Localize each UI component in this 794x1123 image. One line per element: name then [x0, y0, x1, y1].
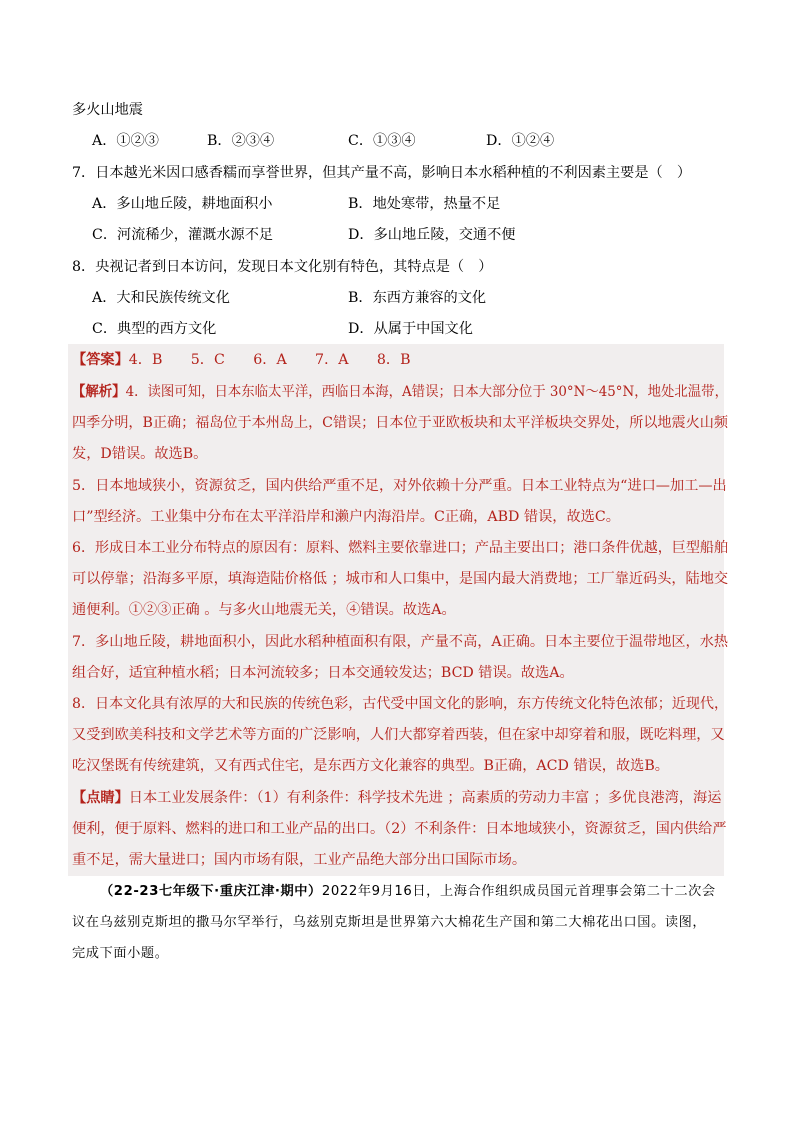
q6-option-b[interactable]: B．②③④: [207, 133, 275, 149]
answer-text: 4．B 5．C 6．A 7．A 8．B: [128, 352, 411, 368]
analysis-line-11: 8．日本文化具有浓厚的大和民族的传统色彩，古代受中国文化的影响，东方传统文化特色浓郁；近现代，: [72, 696, 729, 712]
q7-option-a[interactable]: A．多山地丘陵，耕地面积小: [92, 196, 273, 212]
analysis-line-13: 吃汉堡既有传统建筑，又有西式住宅，是东西方文化兼容的典型。B正确，ACD 错误，故选B。: [72, 758, 669, 774]
passage-line-2: 议在乌兹别克斯坦的撒马尔罕举行，乌兹别克斯坦是世界第六大棉花生产国和第二大棉花出口国。读图，: [72, 915, 707, 930]
analysis-line-2: 四季分明，B正确；福岛位于本州岛上，C错误；日本位于亚欧板块和太平洋板块交界处，所以地震火山频: [72, 415, 728, 431]
tip-line-3: 重不足，需大量进口；国内市场有限，工业产品绝大部分出口国际市场。: [72, 852, 527, 868]
answer-tag: 【答案】: [72, 352, 129, 368]
q6-option-c[interactable]: C．①③④: [348, 133, 416, 149]
analysis-line-4: 5．日本地域狭小，资源贫乏，国内供给严重不足，对外依赖十分严重。日本工业特点为“进口—加工—出: [72, 478, 727, 494]
q6-option-d[interactable]: D．①②④: [486, 133, 555, 149]
passage-source: （22-23七年级下·重庆江津·期中）: [100, 884, 322, 899]
analysis-line-7: 可以停靠；沿海多平原，填海造陆价格低 ；城市和人口集中，是国内最大消费地；工厂靠近码头，陆地交: [72, 571, 729, 587]
analysis-line-9: 7．多山地丘陵，耕地面积小，因此水稻种植面积有限，产量不高，A正确。日本主要位于温带地区，水热: [72, 634, 729, 650]
tip-line-1: [72, 788, 721, 808]
q8-option-b[interactable]: B．东西方兼容的文化: [348, 290, 487, 306]
analysis-line-12: 又受到欧美科技和文学艺术等方面的广泛影响，人们大都穿着西装，但在家中却穿着和服，既吃料理，又: [72, 727, 725, 743]
q8-stem: 8．央视记者到日本访问，发现日本文化别有特色，其特点是（ ）: [72, 259, 493, 275]
tip-line-2: 便利，便于原料、燃料的进口和工业产品的出口。（2）不利条件：日本地域狭小，资源贫乏，国内供给严: [72, 821, 727, 837]
q8-option-a[interactable]: A．大和民族传统文化: [92, 290, 230, 306]
q7-option-b[interactable]: B．地处寒带，热量不足: [348, 196, 501, 212]
q7-option-c[interactable]: C．河流稀少，灌溉水源不足: [92, 227, 274, 243]
q6-option-a[interactable]: A．①②③: [92, 133, 159, 149]
passage-text-1: 2022年9月16日，上海合作组织成员国元首理事会第二十二次会: [321, 884, 716, 899]
analysis-line-6: 6．形成日本工业分布特点的原因有：原料、燃料主要依靠进口；产品主要出口；港口条件优越，巨型船舶: [72, 540, 729, 556]
analysis-text-1: 4．读图可知，日本东临太平洋，西临日本海，A错误；日本大部分位于 30°N～45°N，地处北温带，: [125, 384, 728, 400]
q8-option-c[interactable]: C．典型的西方文化: [92, 321, 217, 337]
analysis-line-1: [72, 382, 728, 402]
passage-line-3: 完成下面小题。: [72, 946, 169, 961]
analysis-line-10: 组合好，适宜种植水稻；日本河流较多；日本交通较发达；BCD 错误。故选A。: [72, 665, 574, 681]
passage-line-1: [100, 882, 716, 902]
tip-tag: 【点睛】: [72, 790, 129, 806]
question-fragment: 多火山地震: [72, 102, 143, 118]
q7-option-d[interactable]: D．多山地丘陵，交通不便: [348, 227, 516, 243]
answer-line: [72, 350, 411, 370]
q7-stem: 7．日本越光米因口感香糯而享誉世界，但其产量不高，影响日本水稻种植的不利因素主要是（ ）: [72, 165, 692, 181]
analysis-line-5: 口”型经济。工业集中分布在太平洋沿岸和濑户内海沿岸。C正确，ABD 错误，故选C。: [72, 509, 620, 525]
tip-text-1: 日本工业发展条件：（1）有利条件：科学技术先进 ；高素质的劳动力丰富 ；多优良港湾，海运: [128, 790, 722, 806]
q8-option-d[interactable]: D．从属于中国文化: [348, 321, 473, 337]
analysis-tag: 【解析】: [72, 384, 126, 400]
analysis-line-3: 发，D错误。故选B。: [72, 446, 208, 462]
analysis-line-8: 通便利。①②③正确 。与多火山地震无关，④错误。故选A。: [72, 602, 456, 618]
